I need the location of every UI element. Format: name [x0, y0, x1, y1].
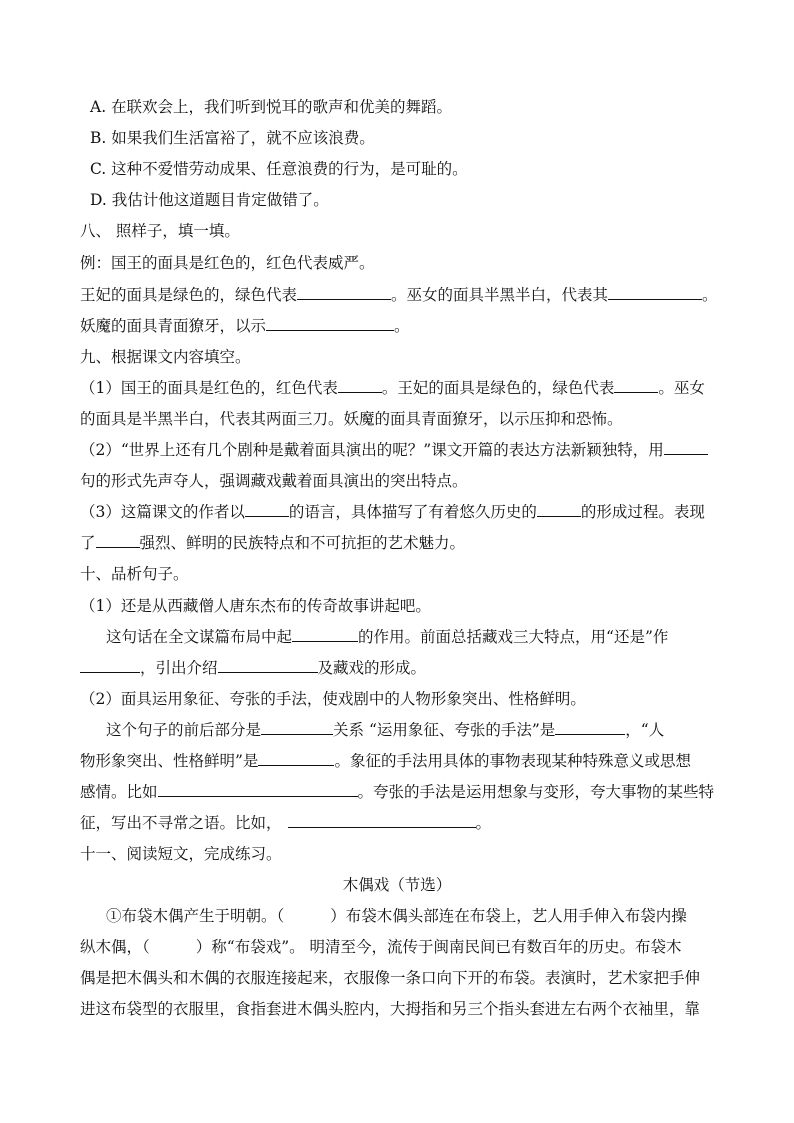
text: 这句话在全文谋篇布局中起: [106, 628, 293, 646]
answer-blank[interactable]: [158, 782, 358, 797]
section-10-a2-line4: [80, 813, 722, 833]
section-10-a2-line3: [80, 782, 722, 802]
text: ，“人: [625, 721, 665, 739]
answer-blank[interactable]: [664, 440, 708, 455]
text: ①布袋木偶产生于明朝。（: [106, 907, 285, 925]
text: ，引出介绍: [140, 659, 218, 677]
text: （3）这篇课文的作者以: [80, 503, 245, 521]
section-10-a1-line2: [80, 658, 722, 678]
answer-blank[interactable]: [292, 627, 358, 642]
text: 关系 “运用象征、夸张的手法”是: [333, 721, 556, 739]
text: 妖魔的面具青面獠牙，以示: [80, 317, 267, 335]
text: ）称“布袋戏”。 明清至今，流传于闽南民间已有数百年的历史。布袋木: [195, 938, 682, 956]
section-9-heading: 九、根据课文内容填空。: [80, 348, 251, 366]
text: 。: [475, 814, 492, 832]
text: 。: [702, 286, 718, 304]
text: 物形象突出、性格鲜明”是: [80, 752, 259, 770]
section-8-heading: 八、 照样子，填一填。: [80, 222, 240, 240]
text: 。王妃的面具是绿色的，绿色代表: [381, 379, 615, 397]
section-9-q1-line2: 的面具是半黑半白，代表其两面三刀。妖魔的面具青面獠牙，以示压抑和恐怖。: [80, 410, 623, 428]
passage-line-4: 进这布袋型的衣服里，食指套进木偶头腔内，大拇指和另三个指头套进左右两个衣袖里，靠: [80, 1000, 701, 1018]
answer-blank[interactable]: [96, 533, 140, 548]
text: ）布袋木偶头部连在布袋上，艺人用手伸入布袋内操: [330, 907, 687, 925]
section-11-heading: 十一、阅读短文，完成练习。: [80, 845, 282, 863]
section-9-q2-line2: 句的形式先声夺人，强调藏戏戴着面具演出的突出特点。: [80, 472, 468, 490]
text: 感情。比如: [80, 783, 158, 801]
section-8-example: 例：国王的面具是红色的，红色代表威严。: [80, 254, 375, 272]
section-9-q2-line1: [80, 440, 722, 460]
text: 及藏戏的形成。: [317, 659, 427, 677]
text: 了: [80, 534, 96, 552]
answer-blank[interactable]: [297, 285, 391, 300]
answer-blank[interactable]: [266, 316, 394, 331]
passage-title: 木偶戏（节选）: [342, 876, 452, 894]
text: 。夸张的手法是运用想象与变形，夸大事物的某些特: [357, 783, 715, 801]
section-10-q2: （2）面具运用象征、夸张的手法，使戏剧中的人物形象突出、性格鲜明。: [80, 690, 586, 708]
passage-line-2: [80, 937, 722, 957]
text: 强烈、鲜明的民族特点和不可抗拒的艺术魅力。: [139, 534, 466, 552]
text: 的作用。前面总括藏戏三大特点，用“还是”作: [358, 628, 669, 646]
text: 王妃的面具是绿色的，绿色代表: [80, 286, 298, 304]
answer-blank[interactable]: [555, 720, 625, 735]
passage-line-1: [106, 906, 722, 926]
section-8-line-1: [80, 285, 722, 305]
answer-blank[interactable]: [614, 378, 658, 393]
section-9-q3-line2: [80, 533, 722, 553]
answer-blank[interactable]: [80, 658, 140, 673]
text: 征，写出不寻常之语。比如，: [80, 814, 282, 832]
section-10-q1: （1）还是从西藏僧人唐东杰布的传奇故事讲起吧。: [80, 597, 431, 615]
section-9-q1-line1: [80, 378, 722, 398]
text: 的语言，具体描写了有着悠久历史的: [288, 503, 537, 521]
text: 纵木偶，（: [80, 938, 150, 956]
section-10-a2-line2: [80, 751, 722, 771]
passage-line-3: 偶是把木偶头和木偶的衣服连接起来，衣服像一条口向下开的布袋。表演时，艺术家把手伸: [80, 969, 701, 987]
option-a: A. 在联欢会上，我们听到悦耳的歌声和优美的舞蹈。: [90, 98, 453, 116]
answer-blank[interactable]: [608, 285, 702, 300]
section-10-a2-line1: [106, 720, 722, 740]
section-8-line-2: [80, 316, 722, 336]
text: 。: [394, 317, 410, 335]
text: 这个句子的前后部分是: [106, 721, 262, 739]
option-b: B. 如果我们生活富裕了，就不应该浪费。: [90, 129, 375, 147]
answer-blank[interactable]: [288, 813, 476, 828]
text: 。巫女的面具半黑半白，代表其: [391, 286, 609, 304]
section-10-a1-line1: [106, 627, 722, 647]
text: 。巫女: [658, 379, 705, 397]
text: 。象征的手法用具体的事物表现某种特殊意义或思想: [334, 752, 691, 770]
option-c: C. 这种不爱惜劳动成果、任意浪费的行为，是可耻的。: [90, 160, 468, 178]
section-9-q3-line1: [80, 502, 722, 522]
answer-blank[interactable]: [245, 502, 289, 517]
section-10-heading: 十、品析句子。: [80, 565, 189, 583]
text: 的形成过程。表现: [580, 503, 705, 521]
answer-blank[interactable]: [338, 378, 382, 393]
answer-blank[interactable]: [258, 751, 334, 766]
option-d: D. 我估计他这道题目肯定做错了。: [90, 191, 329, 209]
answer-blank[interactable]: [537, 502, 581, 517]
answer-blank[interactable]: [218, 658, 318, 673]
text: （2）“世界上还有几个剧种是戴着面具演出的呢？”课文开篇的表达方法新颖独特，用: [80, 441, 664, 459]
text: （1）国王的面具是红色的，红色代表: [80, 379, 338, 397]
answer-blank[interactable]: [261, 720, 333, 735]
